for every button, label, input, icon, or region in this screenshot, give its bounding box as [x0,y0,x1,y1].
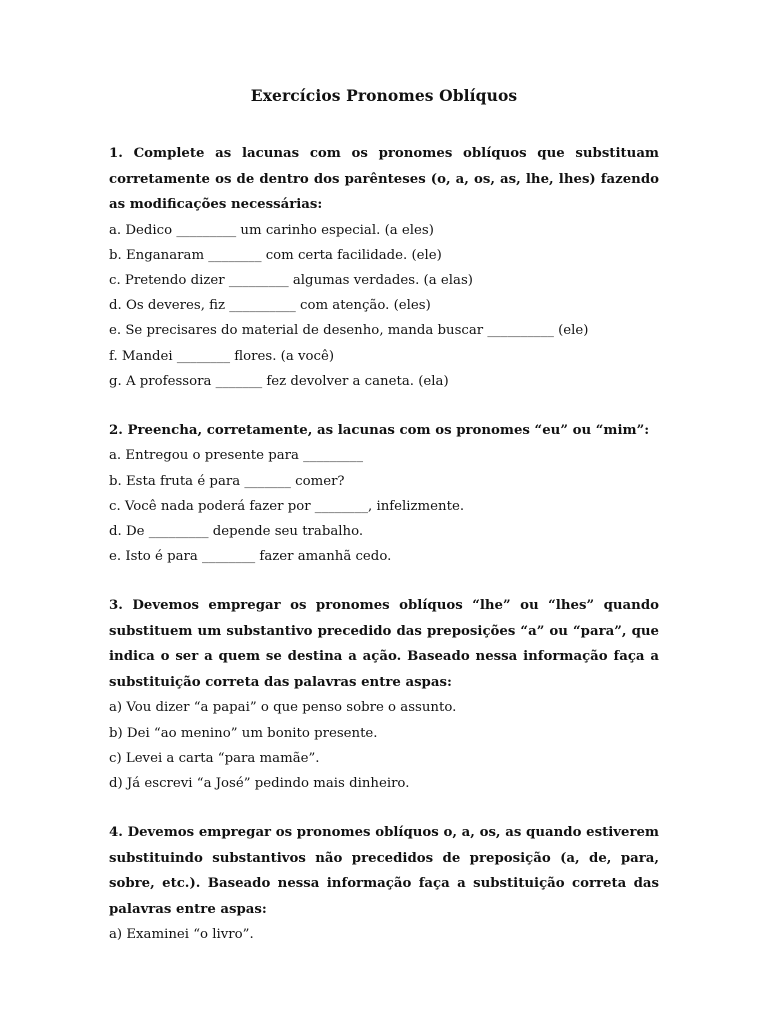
exercise-4 [109,820,659,947]
exercise-1-item-c: c. Pretendo dizer _________ algumas verdades. (a elas) [109,272,473,288]
exercise-2-item-a: a. Entregou o presente para _________ [109,448,363,464]
exercise-3-item-b: b) Dei “ao menino” um bonito presente. [109,725,378,741]
exercise-4-item-a: a) Examinei “o livro”. [109,927,254,943]
exercise-3-item-a: a) Vou dizer “a papai” o que penso sobre o assunto. [109,700,457,716]
exercise-2-question: 2. Preencha, corretamente, as lacunas com os pronomes “eu” ou “mim”: [109,422,650,438]
exercise-1-question: 1. Complete as lacunas com os pronomes oblíquos que substituam corretamente os de dentro dos parênteses (o, a, os, as, lhe, lhes) fazendo as modificações necessárias: [109,146,659,212]
exercise-1-item-b: b. Enganaram ________ com certa facilidade. (ele) [109,247,442,263]
exercise-2-item-b: b. Esta fruta é para _______ comer? [109,473,345,489]
exercise-2 [109,418,659,570]
exercise-2-item-d: d. De _________ depende seu trabalho. [109,524,364,540]
exercise-1-item-f: f. Mandei ________ flores. (a você) [109,348,335,364]
exercise-3-item-c: c) Levei a carta “para mamãe”. [109,750,320,766]
exercise-3 [109,593,659,796]
exercise-1-item-a: a. Dedico _________ um carinho especial. (a eles) [109,222,434,238]
exercise-1-item-d: d. Os deveres, fiz __________ com atenção. (eles) [109,298,431,314]
exercise-3-question: 3. Devemos empregar os pronomes oblíquos “lhe” ou “lhes” quando substituem um substantivo precedido das preposições “a” ou “para”, que indica o ser a quem se destina a ação. Baseado nessa informação faça a substituição correta das palavras entre aspas: [109,598,659,690]
exercise-3-item-d: d) Já escrevi “a José” pedindo mais dinheiro. [109,776,410,792]
exercise-1-item-e: e. Se precisares do material de desenho, manda buscar __________ (ele) [109,323,589,339]
exercise-4-question: 4. Devemos empregar os pronomes oblíquos o, a, os, as quando estiverem substituindo substantivos não precedidos de preposição (a, de, para, sobre, etc.). Baseado nessa informação faça a substituição correta das palavras entre aspas: [109,825,659,917]
exercise-2-item-c: c. Você nada poderá fazer por ________, infelizmente. [109,498,465,514]
page-title: Exercícios Pronomes Oblíquos [250,86,518,105]
exercise-1-item-g: g. A professora _______ fez devolver a caneta. (ela) [109,373,449,389]
exercise-2-item-e: e. Isto é para ________ fazer amanhã cedo. [109,549,392,565]
exercise-1 [109,141,659,394]
document-page [109,86,659,971]
